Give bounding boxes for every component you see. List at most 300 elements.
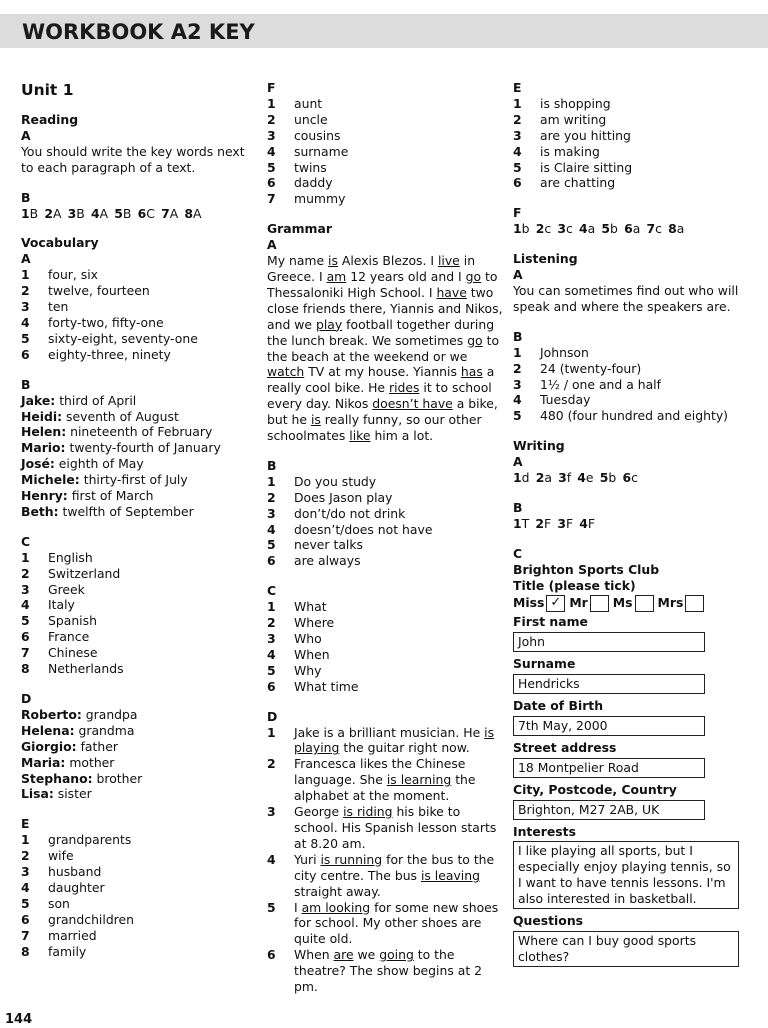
item-text: grandparents <box>48 832 132 848</box>
item-key: Henry: <box>21 488 68 504</box>
answer-inline-list <box>513 516 758 532</box>
answer-value: A <box>99 205 115 221</box>
answer-number: 2 <box>535 470 545 486</box>
item-key: Maria: <box>21 754 66 770</box>
item-value: brother <box>92 770 143 786</box>
street-label: Street address <box>513 739 617 755</box>
item-number: 8 <box>21 943 30 959</box>
city-field[interactable]: Brighton, M27 2AB, UK <box>513 800 705 820</box>
answer-value: B <box>122 205 138 221</box>
item-value: sister <box>53 786 92 802</box>
list-item <box>21 488 253 504</box>
item-number: 1 <box>21 267 30 283</box>
answer-number: 1 <box>513 515 522 531</box>
item-text: never talks <box>294 537 363 553</box>
item-number: 6 <box>21 911 30 927</box>
list-item <box>21 550 253 566</box>
page-title: WORKBOOK A2 KEY <box>22 20 255 44</box>
item-text <box>294 756 503 804</box>
exercise-label: A <box>513 267 523 283</box>
list-item <box>21 299 253 315</box>
answer-value: b <box>521 221 536 237</box>
questions-field[interactable]: Where can I buy good sports clothes? <box>513 931 739 967</box>
exercise-label: C <box>21 533 31 549</box>
text-segment: I <box>294 899 302 915</box>
underlined-answer: have <box>436 284 467 300</box>
item-text: Switzerland <box>48 565 121 581</box>
answer-value: A <box>52 205 68 221</box>
item-number: 2 <box>267 489 276 505</box>
item-text: 24 (twenty-four) <box>540 360 642 376</box>
item-value: third of April <box>55 392 137 408</box>
dob-label: Date of Birth <box>513 698 604 714</box>
list-item <box>267 647 503 663</box>
answer-number: 1 <box>21 205 30 221</box>
underlined-answer: go <box>465 268 482 284</box>
answer-value: c <box>655 221 669 237</box>
item-text: grandchildren <box>48 911 134 927</box>
item-text: Do you study <box>294 473 377 489</box>
text-segment: to the beach at the weekend or we <box>267 332 500 364</box>
answer-list <box>21 832 253 959</box>
list-item <box>21 786 253 802</box>
answer-number: 6 <box>622 470 632 486</box>
item-text <box>294 947 503 995</box>
item-text: am writing <box>540 111 607 127</box>
item-number: 4 <box>267 143 276 159</box>
item-number: 3 <box>21 581 30 597</box>
item-key: Helena: <box>21 722 75 738</box>
list-item <box>513 144 758 160</box>
underlined-answer: play <box>315 316 343 332</box>
list-item <box>21 566 253 582</box>
item-number: 6 <box>267 553 276 569</box>
list-item <box>267 144 503 160</box>
underlined-answer: rides <box>388 380 420 396</box>
underlined-answer: going <box>379 947 414 963</box>
item-number: 5 <box>267 537 276 553</box>
item-key: Helen: <box>21 424 67 440</box>
underlined-answer: am <box>326 268 347 284</box>
exercise-label: A <box>21 251 31 267</box>
answer-list <box>513 345 758 425</box>
mrs-checkbox[interactable] <box>685 595 704 612</box>
answer-value: d <box>521 470 536 486</box>
miss-checkbox[interactable]: ✓ <box>546 595 565 612</box>
list-item <box>513 175 758 191</box>
list-item <box>267 96 503 112</box>
mrs-label: Mrs <box>657 595 684 611</box>
column-3 <box>513 80 758 971</box>
item-number: 2 <box>21 848 30 864</box>
underlined-answer: is running <box>320 851 383 867</box>
text-segment: we <box>353 947 380 963</box>
exercise-label: A <box>513 454 523 470</box>
text-segment: his bike to school. His Spanish lesson starts at 8.20 am. <box>294 804 497 851</box>
list-item <box>267 852 503 900</box>
answer-inline-list <box>21 206 253 222</box>
item-number: 4 <box>267 851 276 867</box>
item-number: 1 <box>513 95 522 111</box>
list-item <box>21 629 253 645</box>
item-number: 6 <box>21 346 30 362</box>
item-number: 1 <box>21 832 30 848</box>
item-text: Italy <box>48 597 75 613</box>
list-item <box>267 191 503 207</box>
underlined-answer: are <box>333 947 354 963</box>
item-text: don’t/do not drink <box>294 505 406 521</box>
list-item <box>21 880 253 896</box>
item-number: 1 <box>267 473 276 489</box>
answer-number: 5 <box>599 470 609 486</box>
exercise-label: B <box>513 328 523 344</box>
item-text: When <box>294 646 330 662</box>
exercise-label: B <box>513 499 523 515</box>
answer-text: You can sometimes find out who will speak and where the speakers are. <box>513 282 739 314</box>
answer-value: c <box>565 221 579 237</box>
section-title-writing: Writing <box>513 438 565 454</box>
answer-list <box>267 96 503 207</box>
item-text: is Claire sitting <box>540 159 633 175</box>
interests-field[interactable]: I like playing all sports, but I especially enjoy playing tennis, so I want to have tennis lessons. I'm also interested in basketball. <box>513 841 739 909</box>
item-text: English <box>48 549 93 565</box>
list-item <box>267 947 503 995</box>
underlined-answer: is learning <box>386 772 452 788</box>
list-item <box>267 756 503 804</box>
surname-label: Surname <box>513 656 576 672</box>
answer-value: c <box>544 221 558 237</box>
miss-label: Miss <box>513 595 545 611</box>
answer-value: f <box>566 470 578 486</box>
item-text: family <box>48 943 87 959</box>
item-key: Jake: <box>21 392 56 408</box>
item-key: Lisa: <box>21 786 54 802</box>
exercise-label: B <box>21 189 31 205</box>
dob-field[interactable]: 7th May, 2000 <box>513 716 705 736</box>
underlined-answer: has <box>460 364 483 380</box>
answer-number: 3 <box>557 515 566 531</box>
item-number: 2 <box>267 615 276 631</box>
list-item <box>21 409 253 425</box>
item-number: 4 <box>513 143 522 159</box>
item-text: Greek <box>48 581 85 597</box>
exercise-label: F <box>267 80 276 95</box>
item-number: 4 <box>21 879 30 895</box>
exercise-label: A <box>21 127 31 143</box>
item-text: Who <box>294 631 322 646</box>
list-item <box>513 160 758 176</box>
answer-number: 3 <box>558 470 567 486</box>
item-text: is making <box>540 143 600 159</box>
underlined-answer: is playing <box>294 724 495 756</box>
answer-list <box>267 599 503 694</box>
list-item <box>267 128 503 144</box>
item-text: eighty-three, ninety <box>48 346 171 362</box>
ms-checkbox[interactable] <box>635 595 654 612</box>
answer-value: a <box>676 221 685 237</box>
item-number: 1 <box>21 549 30 565</box>
answer-number: 5 <box>601 221 611 237</box>
list-item <box>513 128 758 144</box>
list-item <box>21 755 253 771</box>
answer-number: 7 <box>646 221 656 237</box>
title-checkboxes <box>513 595 758 612</box>
item-text: surname <box>294 143 349 159</box>
item-number: 5 <box>513 159 522 175</box>
underlined-answer: live <box>437 253 460 269</box>
title-field-label: Title (please tick) <box>513 577 636 593</box>
item-text: Tuesday <box>540 392 591 408</box>
item-key: Heidi: <box>21 408 63 424</box>
list-item <box>21 440 253 456</box>
item-number: 4 <box>513 392 522 408</box>
exercise-label: B <box>267 457 277 473</box>
item-text: Does Jason play <box>294 489 393 505</box>
item-value: father <box>76 738 118 754</box>
list-item <box>513 96 758 112</box>
item-text: are you hitting <box>540 127 631 143</box>
text-segment: to the theatre? The show begins at 2 pm. <box>294 947 483 995</box>
answer-value: a <box>587 221 602 237</box>
list-item <box>267 490 503 506</box>
list-item <box>267 553 503 569</box>
item-number: 3 <box>267 127 276 143</box>
item-text <box>294 804 503 852</box>
item-number: 6 <box>513 175 522 191</box>
item-number: 5 <box>267 899 276 915</box>
item-value: twenty-fourth of January <box>65 440 221 456</box>
text-segment: TV at my house. Yiannis <box>304 364 461 380</box>
grammar-paragraph <box>267 253 503 444</box>
answer-list <box>21 393 253 520</box>
list-item <box>21 393 253 409</box>
list-item <box>513 361 758 377</box>
item-number: 3 <box>21 864 30 880</box>
answer-number: 8 <box>668 221 677 237</box>
item-text: ten <box>48 299 69 315</box>
item-value: grandpa <box>81 706 138 722</box>
item-text: married <box>48 927 97 943</box>
text-segment: 12 years old and I <box>346 268 466 284</box>
list-item <box>21 944 253 960</box>
answer-list <box>267 474 503 569</box>
answer-number: 5 <box>114 205 123 221</box>
item-text: Netherlands <box>48 661 124 677</box>
answer-value: T <box>521 515 536 531</box>
list-item <box>267 474 503 490</box>
answer-number: 8 <box>184 205 193 221</box>
item-text: twelve, fourteen <box>48 283 150 299</box>
item-number: 4 <box>267 521 276 537</box>
answer-number: 1 <box>513 221 522 237</box>
answer-list <box>21 550 253 677</box>
item-number: 7 <box>21 645 30 661</box>
item-text <box>294 852 503 900</box>
answer-number: 2 <box>535 221 545 237</box>
item-number: 4 <box>267 646 276 662</box>
list-item <box>21 315 253 331</box>
text-segment: a bike, but he <box>267 396 498 428</box>
item-text: daughter <box>48 879 105 895</box>
item-value: seventh of August <box>62 408 179 424</box>
item-number: 5 <box>267 662 276 678</box>
item-value: nineteenth of February <box>66 424 213 440</box>
text-segment: it to school every day. Nikos <box>267 380 492 412</box>
exercise-label: C <box>513 545 523 561</box>
list-item <box>513 408 758 424</box>
item-text: husband <box>48 864 102 880</box>
item-text: son <box>48 895 70 911</box>
item-text: What time <box>294 678 359 694</box>
answer-list <box>267 725 503 995</box>
text-segment: football together during the lunch break. We sometimes <box>267 316 495 348</box>
questions-label: Questions <box>513 913 584 929</box>
item-number: 2 <box>267 111 276 127</box>
first-name-field[interactable]: John <box>513 632 705 652</box>
list-item <box>513 392 758 408</box>
answer-text: You should write the key words next to each paragraph of a text. <box>21 143 245 175</box>
list-item <box>21 283 253 299</box>
item-text: are chatting <box>540 175 616 191</box>
underlined-answer: watch <box>267 364 305 380</box>
text-segment: for the bus to the city centre. The bus <box>294 851 495 883</box>
sports-club-form <box>513 562 758 967</box>
item-text: Chinese <box>48 645 98 661</box>
surname-field[interactable]: Hendricks <box>513 674 705 694</box>
list-item <box>21 723 253 739</box>
list-item <box>267 679 503 695</box>
list-item <box>21 347 253 363</box>
item-text: sixty-eight, seventy-one <box>48 330 198 346</box>
list-item <box>21 613 253 629</box>
street-field[interactable]: 18 Montpelier Road <box>513 758 705 778</box>
item-key: Michele: <box>21 472 80 488</box>
item-key: Giorgio: <box>21 738 77 754</box>
list-item <box>21 504 253 520</box>
section-title-reading: Reading <box>21 112 79 127</box>
first-name-label: First name <box>513 614 588 630</box>
list-item <box>21 912 253 928</box>
item-text: Where <box>294 615 335 631</box>
item-text: 480 (four hundred and eighty) <box>540 408 728 424</box>
item-number: 1 <box>267 599 276 615</box>
item-text: 1½ / one and a half <box>540 376 661 392</box>
list-item <box>21 597 253 613</box>
item-number: 6 <box>267 947 276 963</box>
item-key: José: <box>21 456 55 472</box>
column-2 <box>267 80 503 995</box>
ms-label: Ms <box>612 595 633 611</box>
item-text: forty-two, fifty-one <box>48 314 164 330</box>
list-item <box>21 928 253 944</box>
item-number: 1 <box>513 344 522 360</box>
item-number: 2 <box>513 360 522 376</box>
answer-number: 1 <box>513 470 522 486</box>
answer-number: 2 <box>535 515 545 531</box>
underlined-answer: is <box>310 412 321 428</box>
item-text: is shopping <box>540 95 611 111</box>
item-number: 3 <box>267 804 276 820</box>
list-item <box>267 175 503 191</box>
text-segment: in Greece. I <box>267 253 476 284</box>
item-number: 3 <box>513 127 522 143</box>
list-item <box>267 631 503 647</box>
text-segment: straight away. <box>294 883 381 899</box>
item-number: 6 <box>267 175 276 191</box>
exercise-label: D <box>267 708 278 724</box>
exercise-label: B <box>21 376 31 392</box>
answer-inline-list <box>513 470 758 486</box>
item-number: 5 <box>21 330 30 346</box>
item-text: France <box>48 629 90 645</box>
mr-checkbox[interactable] <box>590 595 609 612</box>
item-number: 7 <box>267 191 276 207</box>
answer-number: 3 <box>67 205 77 221</box>
section-title-grammar: Grammar <box>267 221 332 237</box>
answer-inline-list <box>513 221 758 237</box>
answer-number: 7 <box>161 205 170 221</box>
exercise-label: E <box>21 816 30 832</box>
item-text: daddy <box>294 175 333 191</box>
text-segment: for some new shoes for school. My other shoes are quite old. <box>294 899 499 947</box>
item-value: thirty-first of July <box>79 472 188 488</box>
item-key: Mario: <box>21 440 66 456</box>
item-value: grandma <box>74 722 135 738</box>
unit-title: Unit 1 <box>21 81 74 99</box>
list-item <box>21 267 253 283</box>
item-number: 2 <box>513 111 522 127</box>
underlined-answer: go <box>467 332 483 348</box>
answer-value: F <box>544 515 558 531</box>
underlined-answer: doesn’t have <box>372 396 453 412</box>
item-number: 2 <box>267 756 276 772</box>
underlined-answer: is riding <box>343 804 393 820</box>
list-item <box>267 160 503 176</box>
list-item <box>267 599 503 615</box>
answer-list <box>513 96 758 191</box>
answer-number: 4 <box>90 205 100 221</box>
list-item <box>21 661 253 677</box>
exercise-label: D <box>21 691 32 706</box>
answer-value: A <box>192 205 202 221</box>
item-key: Roberto: <box>21 706 82 722</box>
item-key: Beth: <box>21 503 59 519</box>
item-text <box>294 900 503 948</box>
item-text: aunt <box>294 95 323 111</box>
list-item <box>21 331 253 347</box>
underlined-answer: is leaving <box>420 867 480 883</box>
item-value: eighth of May <box>54 456 144 472</box>
list-item <box>21 832 253 848</box>
text-segment: him a lot. <box>370 428 434 444</box>
item-number: 5 <box>21 613 30 629</box>
answer-value: A <box>169 205 185 221</box>
answer-value: c <box>631 470 638 486</box>
item-text: twins <box>294 159 327 175</box>
text-segment: really funny, so our other schoolmates <box>267 412 482 444</box>
text-segment: to Thessaloniki High School. I <box>267 268 498 300</box>
item-number: 2 <box>21 283 30 299</box>
answer-value: B <box>76 205 91 221</box>
item-text <box>294 725 503 757</box>
list-item <box>267 725 503 757</box>
list-item <box>21 645 253 661</box>
list-item <box>513 112 758 128</box>
answer-value: F <box>587 515 596 531</box>
exercise-label: F <box>513 205 522 221</box>
list-item <box>513 345 758 361</box>
list-item <box>21 424 253 440</box>
